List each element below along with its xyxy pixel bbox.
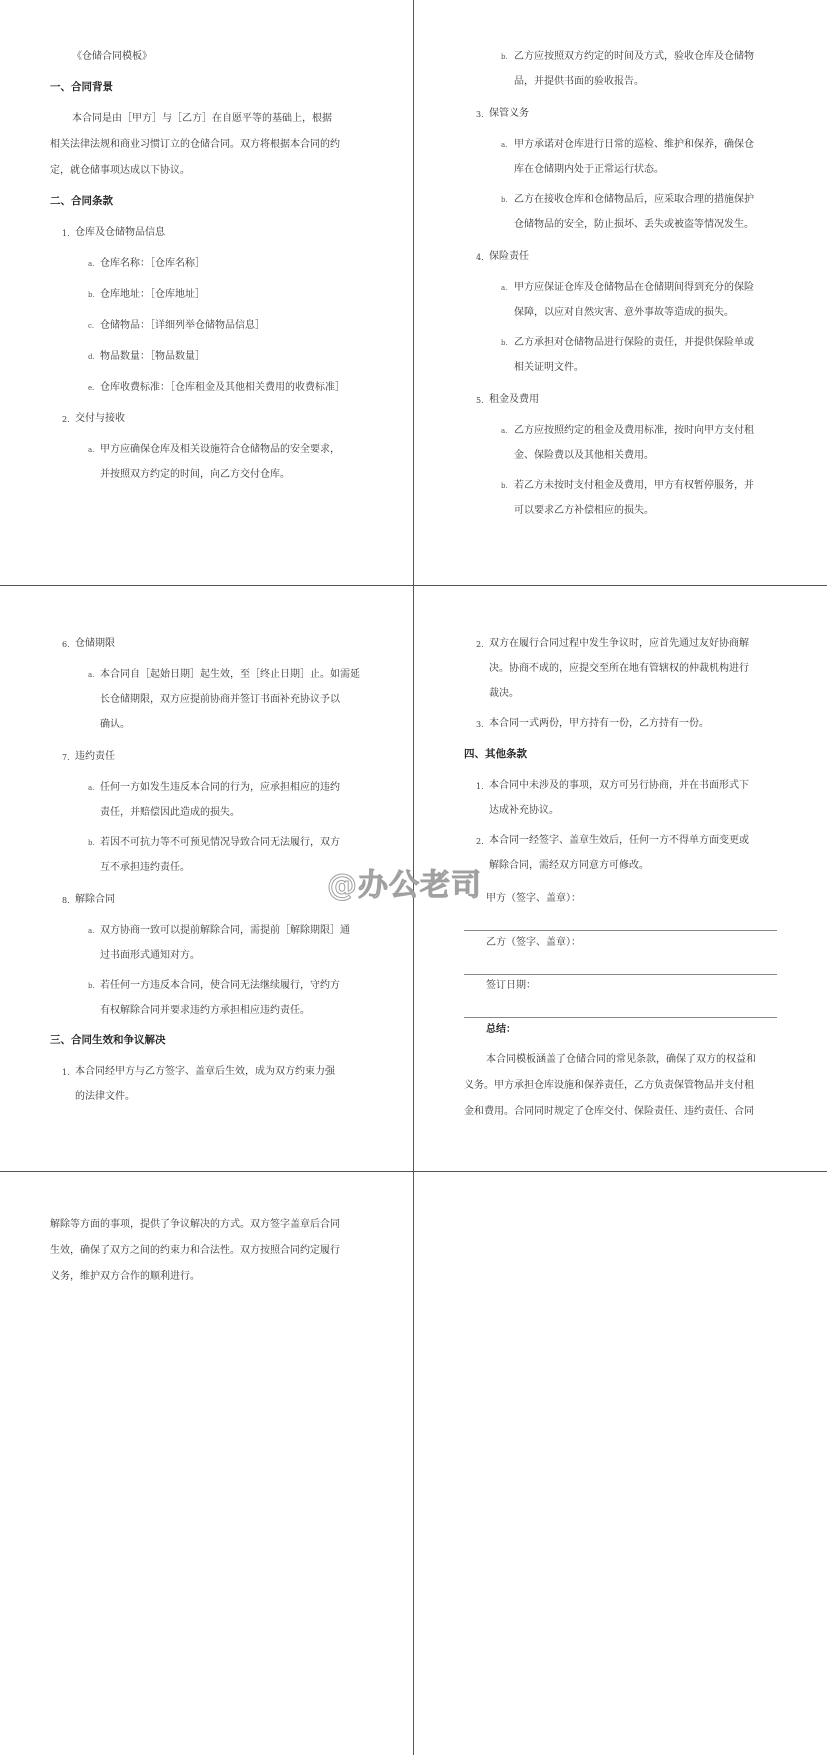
list-item-text: 本合同一经签字、盖章生效后，任何一方不得单方面变更或 xyxy=(489,835,749,846)
sub-item-text: 乙方承担对仓储物品进行保险的责任，并提供保险单或 xyxy=(514,337,754,348)
list-item-text: 达成补充协议。 xyxy=(489,805,559,816)
sub-item-marker: a. xyxy=(501,427,508,435)
sub-item-marker: a. xyxy=(501,284,508,292)
list-item-label: 保险责任 xyxy=(489,251,529,262)
sub-item-marker: a. xyxy=(501,141,508,149)
sub-item-text: 金、保险费以及其他相关费用。 xyxy=(514,450,654,461)
sub-item-text: 保障，以应对自然灾害、意外事故等造成的损失。 xyxy=(514,307,734,318)
summary-line: 生效，确保了双方之间的约束力和合法性。双方按照合同约定履行 xyxy=(50,1245,340,1256)
summary-line: 义务，维护双方合作的顺利进行。 xyxy=(50,1271,200,1282)
sub-item-marker: b. xyxy=(501,482,508,490)
sub-item-marker: c. xyxy=(88,322,95,330)
list-item-text: 解除合同，需经双方同意方可修改。 xyxy=(489,860,649,871)
summary-label: 总结： xyxy=(486,1024,516,1035)
sub-item-marker: a. xyxy=(88,927,95,935)
list-item-text: 裁决。 xyxy=(489,688,519,699)
sub-item-text: 责任，并赔偿因此造成的损失。 xyxy=(100,807,240,818)
paragraph-line: 相关法律法规和商业习惯订立的仓储合同。双方将根据本合同的约 xyxy=(50,139,340,150)
list-item-text: 双方在履行合同过程中发生争议时，应首先通过友好协商解 xyxy=(489,638,749,649)
list-item-label: 仓储期限 xyxy=(75,638,115,649)
sub-item-text: 甲方承诺对仓库进行日常的巡检、维护和保养，确保仓 xyxy=(514,139,754,150)
sub-item-marker: b. xyxy=(88,839,95,847)
sub-item-text: 长仓储期限，双方应提前协商并签订书面补充协议予以 xyxy=(100,694,340,705)
list-item-label: 仓库及仓储物品信息 xyxy=(75,227,165,238)
list-number: 4. xyxy=(476,253,484,262)
list-item-label: 交付与接收 xyxy=(75,413,125,424)
list-number: 2. xyxy=(476,837,484,846)
sub-item-marker: d. xyxy=(88,353,95,361)
sub-item-text: 并按照双方约定的时间，向乙方交付仓库。 xyxy=(100,469,290,480)
list-item-text: 本合同中未涉及的事项，双方可另行协商，并在书面形式下 xyxy=(489,780,749,791)
document-page-5 xyxy=(0,1172,413,1755)
signature-line-party-a xyxy=(464,930,777,931)
list-item-label: 解除合同 xyxy=(75,894,115,905)
summary-line: 金和费用。合同同时规定了仓库交付、保险责任、违约责任、合同 xyxy=(464,1106,754,1117)
sub-item-text: 仓库收费标准：［仓库租金及其他相关费用的收费标准］ xyxy=(100,382,345,393)
sub-item-text: 互不承担违约责任。 xyxy=(100,862,190,873)
sub-item-marker: b. xyxy=(501,196,508,204)
watermark-text: @办公老司 xyxy=(327,868,482,903)
sub-item-text: 甲方应保证仓库及仓储物品在仓储期间得到充分的保险 xyxy=(514,282,754,293)
section-heading-other-terms: 四、其他条款 xyxy=(464,748,527,760)
list-number: 3. xyxy=(476,720,484,729)
list-item-text: 本合同经甲方与乙方签字、盖章后生效，成为双方约束力强 xyxy=(75,1066,335,1077)
sub-item-text: 仓库名称：［仓库名称］ xyxy=(100,258,205,269)
summary-line: 义务。甲方承担仓库设施和保养责任，乙方负责保管物品并支付租 xyxy=(464,1080,754,1091)
signature-party-a-label: 甲方（签字、盖章）： xyxy=(486,893,581,904)
sub-item-marker: b. xyxy=(501,339,508,347)
sub-item-marker: b. xyxy=(501,53,508,61)
section-heading-terms: 二、合同条款 xyxy=(50,195,113,207)
list-number: 7. xyxy=(62,753,70,762)
sub-item-text: 双方协商一致可以提前解除合同，需提前［解除期限］通 xyxy=(100,925,350,936)
sub-item-marker: b. xyxy=(88,982,95,990)
summary-line: 本合同模板涵盖了仓储合同的常见条款，确保了双方的权益和 xyxy=(486,1054,756,1065)
list-number: 2. xyxy=(476,640,484,649)
sub-item-text: 确认。 xyxy=(100,719,130,730)
sub-item-text: 相关证明文件。 xyxy=(514,362,584,373)
section-heading-effect-disputes: 三、合同生效和争议解决 xyxy=(50,1034,166,1046)
sub-item-marker: a. xyxy=(88,446,95,454)
sub-item-text: 若任何一方违反本合同，使合同无法继续履行，守约方 xyxy=(100,980,340,991)
sub-item-text: 仓储物品的安全，防止损坏、丢失或被盗等情况发生。 xyxy=(514,219,754,230)
section-heading-background: 一、合同背景 xyxy=(50,81,113,93)
signature-party-b-label: 乙方（签字、盖章）： xyxy=(486,937,581,948)
list-item-label: 保管义务 xyxy=(489,108,529,119)
list-number: 6. xyxy=(62,640,70,649)
sub-item-text: 物品数量：［物品数量］ xyxy=(100,351,205,362)
sub-item-marker: e. xyxy=(88,384,95,392)
sub-item-text: 本合同自［起始日期］起生效，至［终止日期］止。如需延 xyxy=(100,669,360,680)
sub-item-text: 品，并提供书面的验收报告。 xyxy=(514,76,644,87)
sub-item-text: 乙方应按照双方约定的时间及方式，验收仓库及仓储物 xyxy=(514,51,754,62)
list-number: 2. xyxy=(62,415,70,424)
paragraph-line: 定，就仓储事项达成以下协议。 xyxy=(50,165,190,176)
sub-item-text: 库在仓储期内处于正常运行状态。 xyxy=(514,164,664,175)
sub-item-marker: a. xyxy=(88,784,95,792)
list-number: 1. xyxy=(62,229,70,238)
document-page-6-blank xyxy=(414,1172,827,1755)
sub-item-text: 过书面形式通知对方。 xyxy=(100,950,200,961)
list-number: 5. xyxy=(476,396,484,405)
list-number: 1. xyxy=(62,1068,70,1077)
summary-line: 解除等方面的事项，提供了争议解决的方式。双方签字盖章后合同 xyxy=(50,1219,340,1230)
sub-item-marker: a. xyxy=(88,260,95,268)
list-item-label: 租金及费用 xyxy=(489,394,539,405)
signature-line-date xyxy=(464,1017,777,1018)
list-number: 1. xyxy=(476,782,484,791)
sub-item-text: 甲方应确保仓库及相关设施符合仓储物品的安全要求， xyxy=(100,444,340,455)
sub-item-text: 有权解除合同并要求违约方承担相应违约责任。 xyxy=(100,1005,310,1016)
list-item-text: 的法律文件。 xyxy=(75,1091,135,1102)
sub-item-text: 任何一方如发生违反本合同的行为，应承担相应的违约 xyxy=(100,782,340,793)
sub-item-marker: a. xyxy=(88,671,95,679)
list-item-text: 本合同一式两份，甲方持有一份，乙方持有一份。 xyxy=(489,718,709,729)
list-number: 3. xyxy=(476,110,484,119)
sub-item-text: 仓库地址：［仓库地址］ xyxy=(100,289,205,300)
list-item-text: 决。协商不成的，应提交至所在地有管辖权的仲裁机构进行 xyxy=(489,663,749,674)
document-page-1 xyxy=(0,0,413,585)
sub-item-text: 乙方在接收仓库和仓储物品后，应采取合理的措施保护 xyxy=(514,194,754,205)
signature-line-party-b xyxy=(464,974,777,975)
document-page-2 xyxy=(414,0,827,585)
list-item-label: 违约责任 xyxy=(75,751,115,762)
paragraph-line: 本合同是由［甲方］与［乙方］在自愿平等的基础上，根据 xyxy=(72,113,332,124)
sub-item-text: 若乙方未按时支付租金及费用，甲方有权暂停服务，并 xyxy=(514,480,754,491)
signing-date-label: 签订日期： xyxy=(486,980,536,991)
list-number: 8. xyxy=(62,896,70,905)
document-title: 《仓储合同模板》 xyxy=(72,51,152,62)
sub-item-text: 乙方应按照约定的租金及费用标准，按时向甲方支付租 xyxy=(514,425,754,436)
sub-item-marker: b. xyxy=(88,291,95,299)
sub-item-text: 可以要求乙方补偿相应的损失。 xyxy=(514,505,654,516)
sub-item-text: 仓储物品：［详细列举仓储物品信息］ xyxy=(100,320,265,331)
sub-item-text: 若因不可抗力等不可预见情况导致合同无法履行，双方 xyxy=(100,837,340,848)
